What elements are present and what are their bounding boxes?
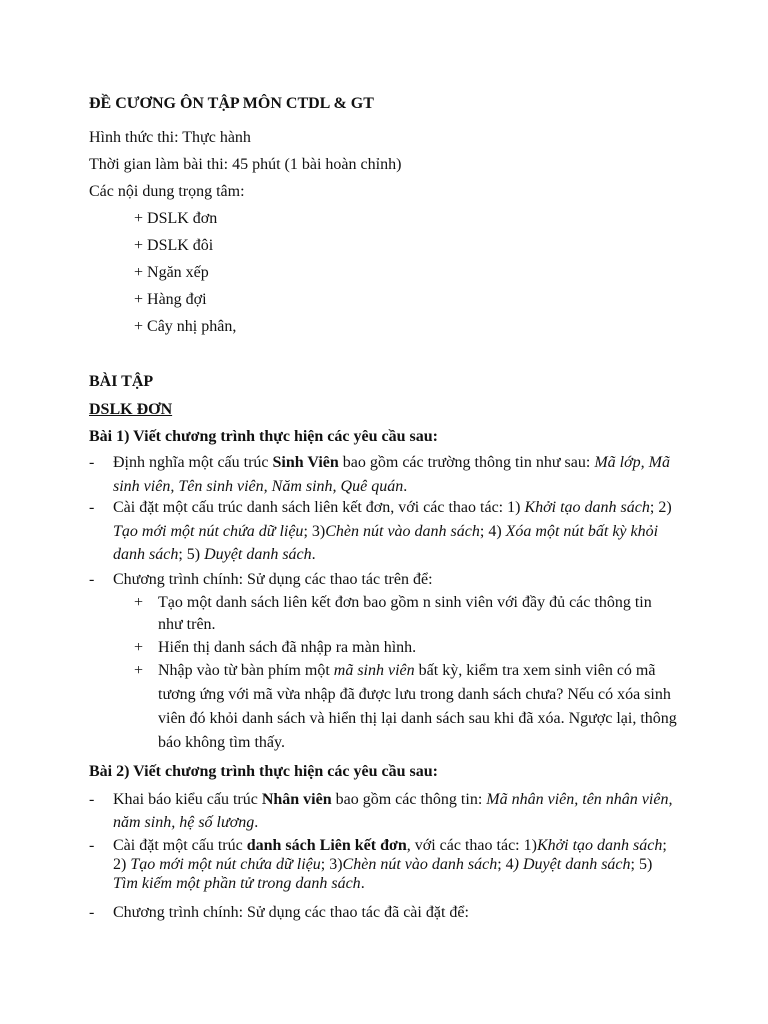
b2-item2-line2: 2) Tạo mới một nút chứa dữ liệu; 3)Chèn nút vào danh sách; 4) Duyệt danh sách; 5) — [113, 856, 653, 873]
b1-sub2: Hiển thị danh sách đã nhập ra màn hình. — [158, 639, 417, 656]
b2-item1-line2: năm sinh, hệ số lương. — [113, 814, 259, 831]
dash-bullet: - — [89, 454, 95, 471]
b1-sub3-line3: viên đó khỏi danh sách và hiển thị lại danh sách sau khi đã xóa. Ngược lại, thông — [158, 710, 677, 727]
focus-item: + DSLK đôi — [134, 237, 214, 254]
b2-item1-line1: Khai báo kiểu cấu trúc Nhân viên bao gồm các thông tin: Mã nhân viên, tên nhân viên, — [113, 791, 673, 808]
b1-sub3-line2: tương ứng với mã vừa nhập đã được lưu trong danh sách chưa? Nếu có xóa sinh — [158, 686, 671, 703]
b1-item3: Chương trình chính: Sử dụng các thao tác trên để: — [113, 571, 433, 588]
section-title: BÀI TẬP — [89, 373, 154, 390]
document-title: ĐỀ CƯƠNG ÔN TẬP MÔN CTDL & GT — [89, 95, 374, 112]
focus-item: + DSLK đơn — [134, 210, 218, 227]
b1-sub3-line1: Nhập vào từ bàn phím một mã sinh viên bất kỳ, kiểm tra xem sinh viên có mã — [158, 662, 656, 679]
exam-form: Hình thức thi: Thực hành — [89, 129, 251, 146]
subsection-title: DSLK ĐƠN — [89, 401, 173, 418]
focus-intro: Các nội dung trọng tâm: — [89, 183, 245, 200]
dash-bullet: - — [89, 571, 95, 588]
dash-bullet: - — [89, 499, 95, 516]
b1-item2-line1: Cài đặt một cấu trúc danh sách liên kết đơn, với các thao tác: 1) Khởi tạo danh sách; 2) — [113, 499, 672, 516]
exercise-2-heading: Bài 2) Viết chương trình thực hiện các yêu cầu sau: — [89, 763, 438, 780]
dash-bullet: - — [89, 837, 95, 854]
dash-bullet: - — [89, 904, 95, 921]
focus-item: + Hàng đợi — [134, 291, 207, 308]
b1-item2-line2: Tạo mới một nút chứa dữ liệu; 3)Chèn nút vào danh sách; 4) Xóa một nút bất kỳ khỏi — [113, 523, 659, 540]
focus-item: + Cây nhị phân, — [134, 318, 237, 335]
b1-sub1-line2: như trên. — [158, 616, 216, 633]
plus-bullet: + — [134, 639, 144, 656]
b1-sub3-line4: báo không tìm thấy. — [158, 734, 285, 751]
b2-item2-line3: Tìm kiếm một phần tử trong danh sách. — [113, 875, 365, 892]
b1-item2-line3: danh sách; 5) Duyệt danh sách. — [113, 546, 316, 563]
focus-item: + Ngăn xếp — [134, 264, 209, 281]
plus-bullet: + — [134, 594, 144, 611]
exam-time: Thời gian làm bài thi: 45 phút (1 bài hoàn chỉnh) — [89, 156, 402, 173]
dash-bullet: - — [89, 791, 95, 808]
b1-item1-line2: sinh viên, Tên sinh viên, Năm sinh, Quê quán. — [113, 478, 408, 495]
b1-sub1-line1: Tạo một danh sách liên kết đơn bao gồm n sinh viên với đầy đủ các thông tin — [158, 594, 652, 611]
b2-item2-line1: Cài đặt một cấu trúc danh sách Liên kết đơn, với các thao tác: 1)Khởi tạo danh sách; — [113, 837, 667, 854]
exercise-1-heading: Bài 1) Viết chương trình thực hiện các yêu cầu sau: — [89, 428, 438, 445]
plus-bullet: + — [134, 662, 144, 679]
b1-item1-line1: Định nghĩa một cấu trúc Sinh Viên bao gồm các trường thông tin như sau: Mã lớp, Mã — [113, 454, 670, 471]
b2-item3: Chương trình chính: Sử dụng các thao tác đã cài đặt để: — [113, 904, 469, 921]
